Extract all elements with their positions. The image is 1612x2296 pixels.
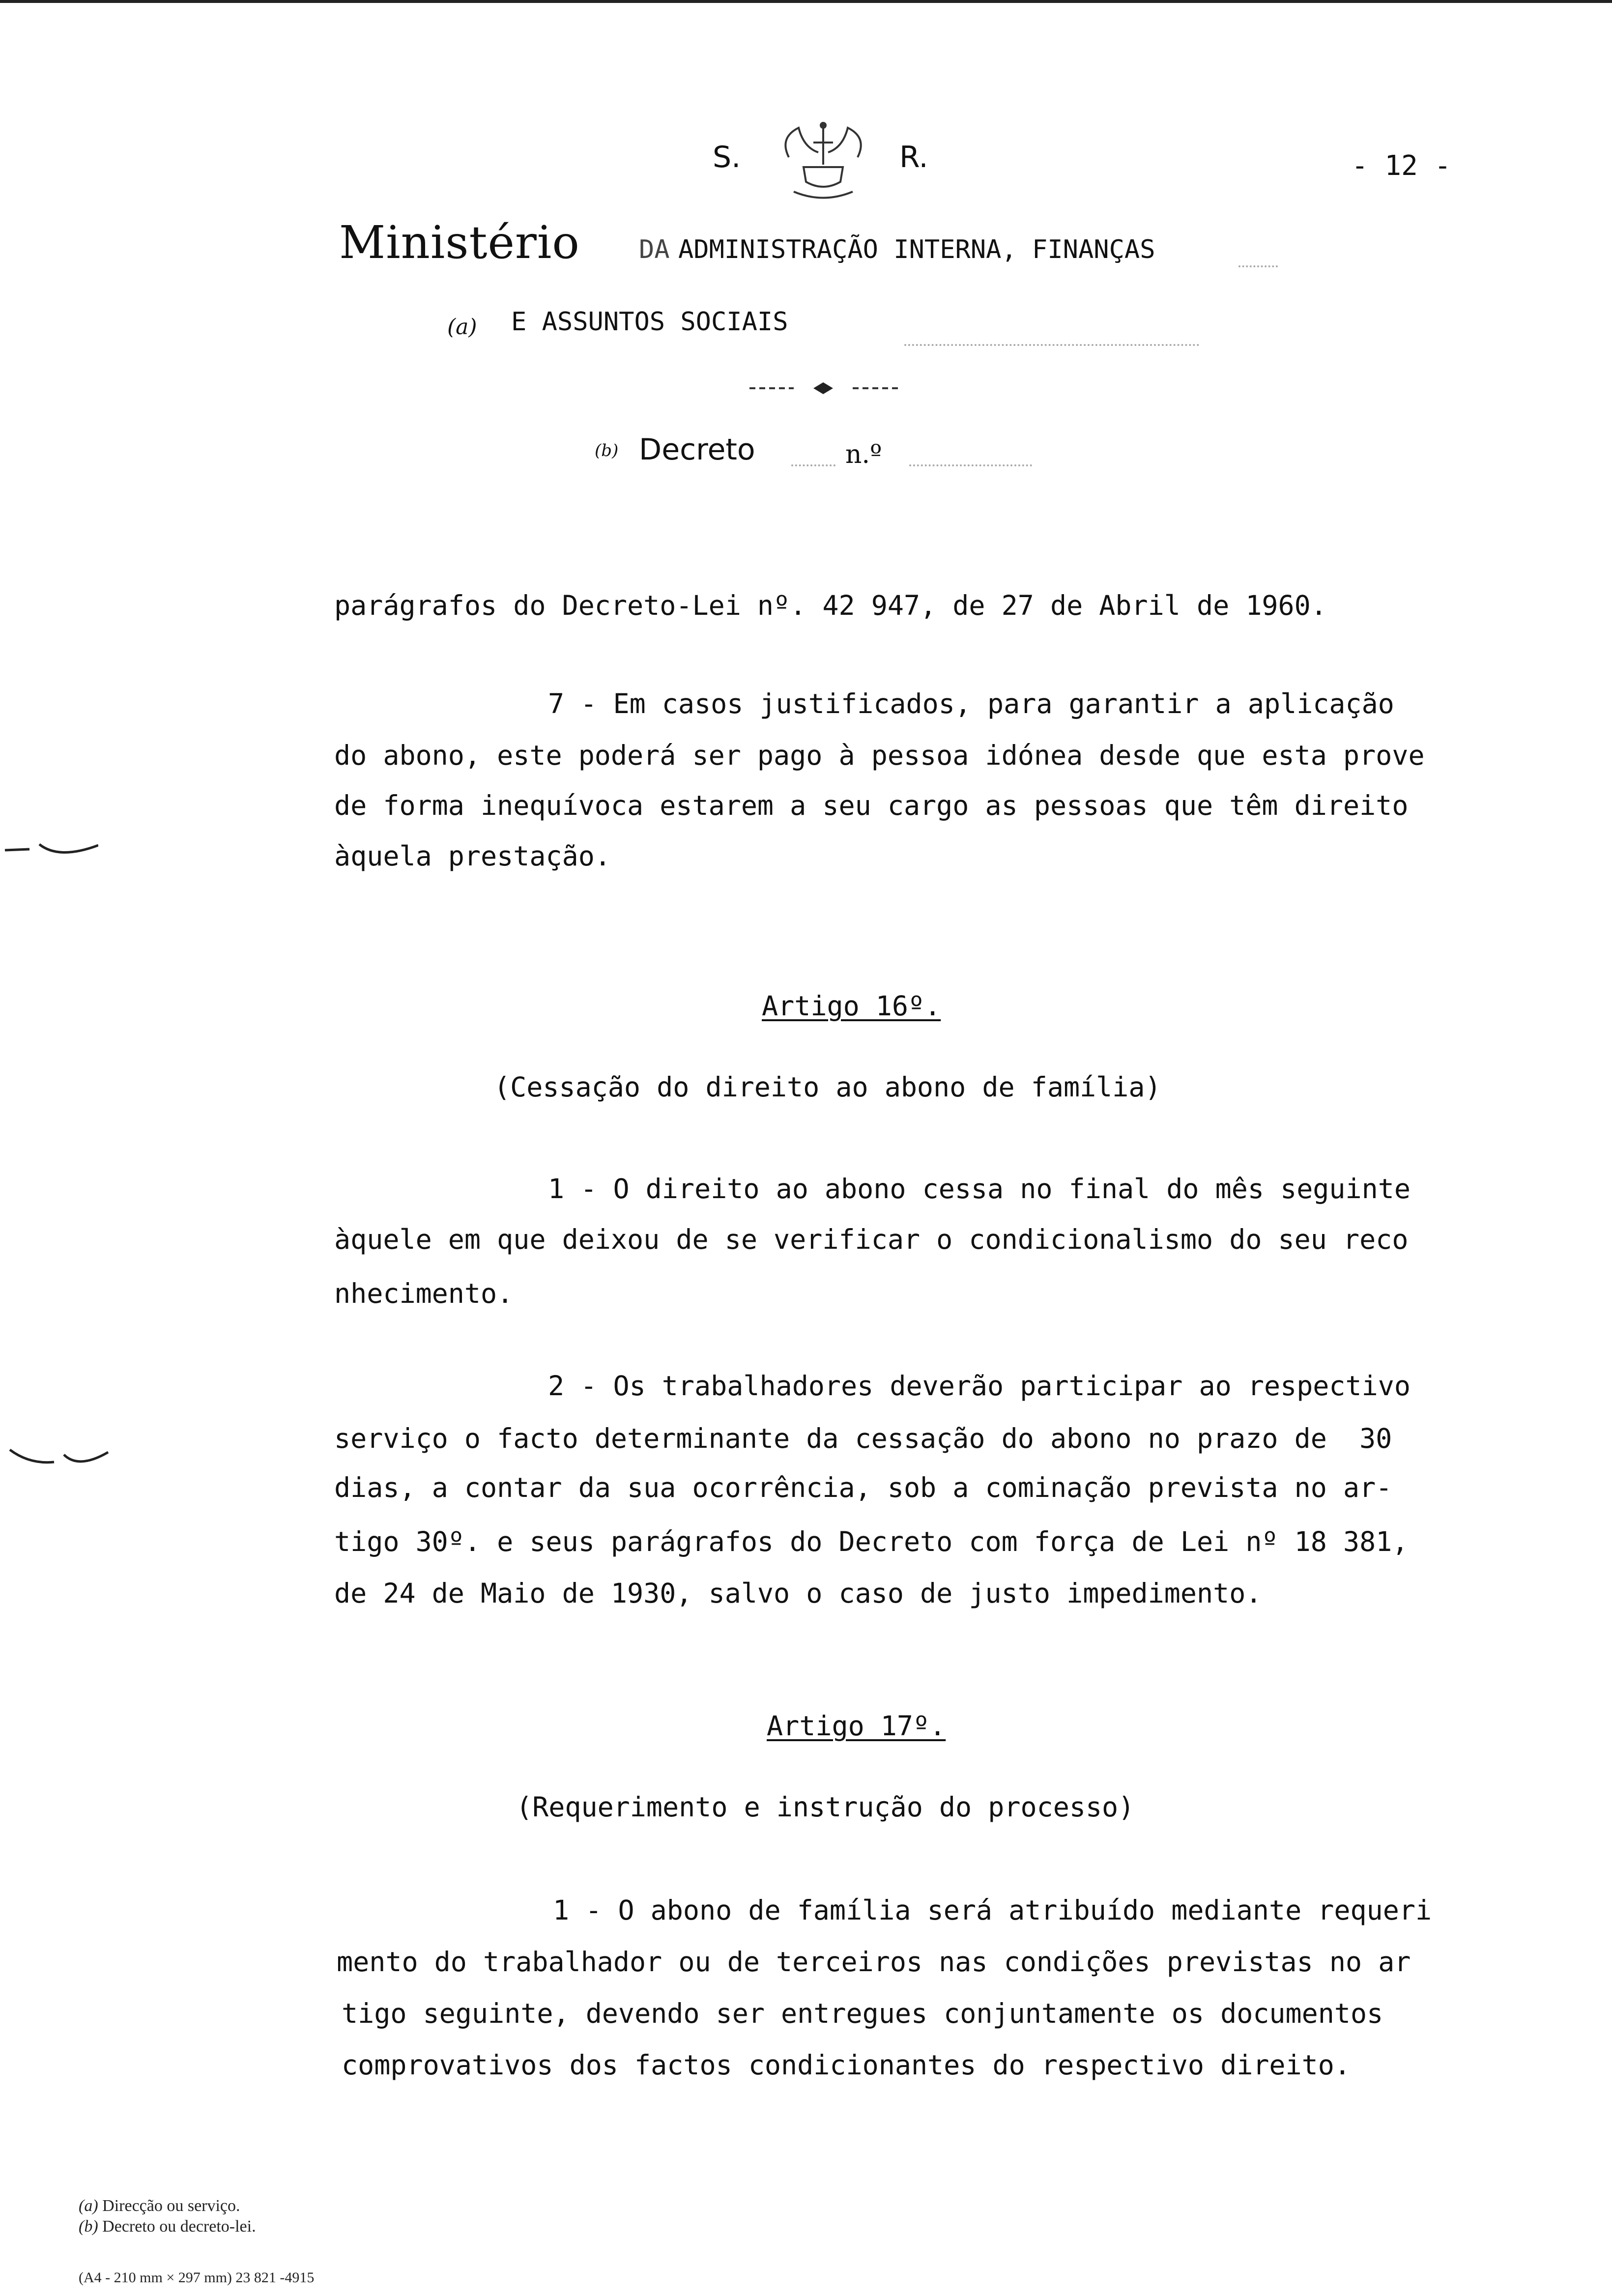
print-code: (A4 - 210 mm × 297 mm) 23 821 -4915 [79,2269,315,2286]
note-a-marker: (a) [447,315,477,340]
margin-tick-mark [0,826,98,865]
article-subtitle: (Cessação do direito ao abono de família) [494,1071,1161,1103]
article-subtitle: (Requerimento e instrução do processo) [516,1791,1135,1823]
footnote-a [79,2197,240,2215]
dotted-fill-rule [909,464,1032,466]
ministry-script-label: Ministério [339,216,580,269]
dotted-fill-rule [1238,265,1278,267]
note-b-marker: (b) [595,441,619,460]
decree-number-label: n.º [845,440,882,469]
body-line: dias, a contar da sua ocorrência, sob a cominação prevista no ar- [334,1472,1392,1503]
body-line: 2 - Os trabalhadores deverão participar ao respectivo [548,1370,1410,1402]
body-line: àquela prestação. [334,840,611,872]
body-line: 1 - O direito ao abono cessa no final do mês seguinte [548,1173,1410,1205]
ministry-name-line2: E ASSUNTOS SOCIAIS [511,307,788,337]
body-line: de 24 de Maio de 1930, salvo o caso de justo impedimento. [334,1578,1262,1609]
footnote-b-label: (b) [79,2217,98,2236]
coat-of-arms-icon [769,118,877,201]
body-line: comprovativos dos factos condicionantes do respectivo direito. [342,2049,1351,2081]
decree-label: Decreto [639,432,755,467]
footnote-a-label: (a) [79,2197,98,2215]
body-line: tigo 30º. e seus parágrafos do Decreto com força de Lei nº 18 381, [334,1526,1409,1557]
body-line: àquele em que deixou de se verificar o condicionalismo do seu reco [334,1224,1409,1255]
margin-tick-mark [0,1440,113,1479]
body-line: 7 - Em casos justificados, para garantir a aplicação [548,688,1394,719]
footnote-a-text: Direcção ou serviço. [102,2197,240,2215]
body-line: tigo seguinte, devendo ser entregues conjuntamente os documentos [342,1998,1383,2029]
body-line: mento do trabalhador ou de terceiros nas condições previstas no ar [337,1946,1411,1978]
dotted-fill-rule [904,344,1199,346]
page-top-edge [0,0,1612,3]
header-s-letter: S. [713,140,741,174]
body-line: do abono, este poderá ser pago à pessoa idónea desde que esta prove [334,740,1425,771]
dotted-fill-rule [791,464,835,466]
body-line: nhecimento. [334,1278,514,1309]
divider-ornament [749,381,902,396]
ministry-da-label: DA [639,235,670,264]
page-number: - 12 - [1352,150,1451,182]
body-line: 1 - O abono de família será atribuído mediante requeri [553,1894,1432,1926]
body-line: de forma inequívoca estarem a seu cargo as pessoas que têm direito [334,790,1409,821]
header-r-letter: R. [899,140,928,174]
article-heading: Artigo 16º. [762,990,941,1022]
footnote-b-text: Decreto ou decreto-lei. [102,2217,256,2236]
article-heading: Artigo 17º. [767,1710,946,1742]
body-line: serviço o facto determinante da cessação do abono no prazo de 30 [334,1423,1392,1454]
body-line: parágrafos do Decreto-Lei nº. 42 947, de 27 de Abril de 1960. [334,590,1327,621]
ministry-name-line1: ADMINISTRAÇÃO INTERNA, FINANÇAS [678,235,1155,264]
footnote-b [79,2217,256,2236]
